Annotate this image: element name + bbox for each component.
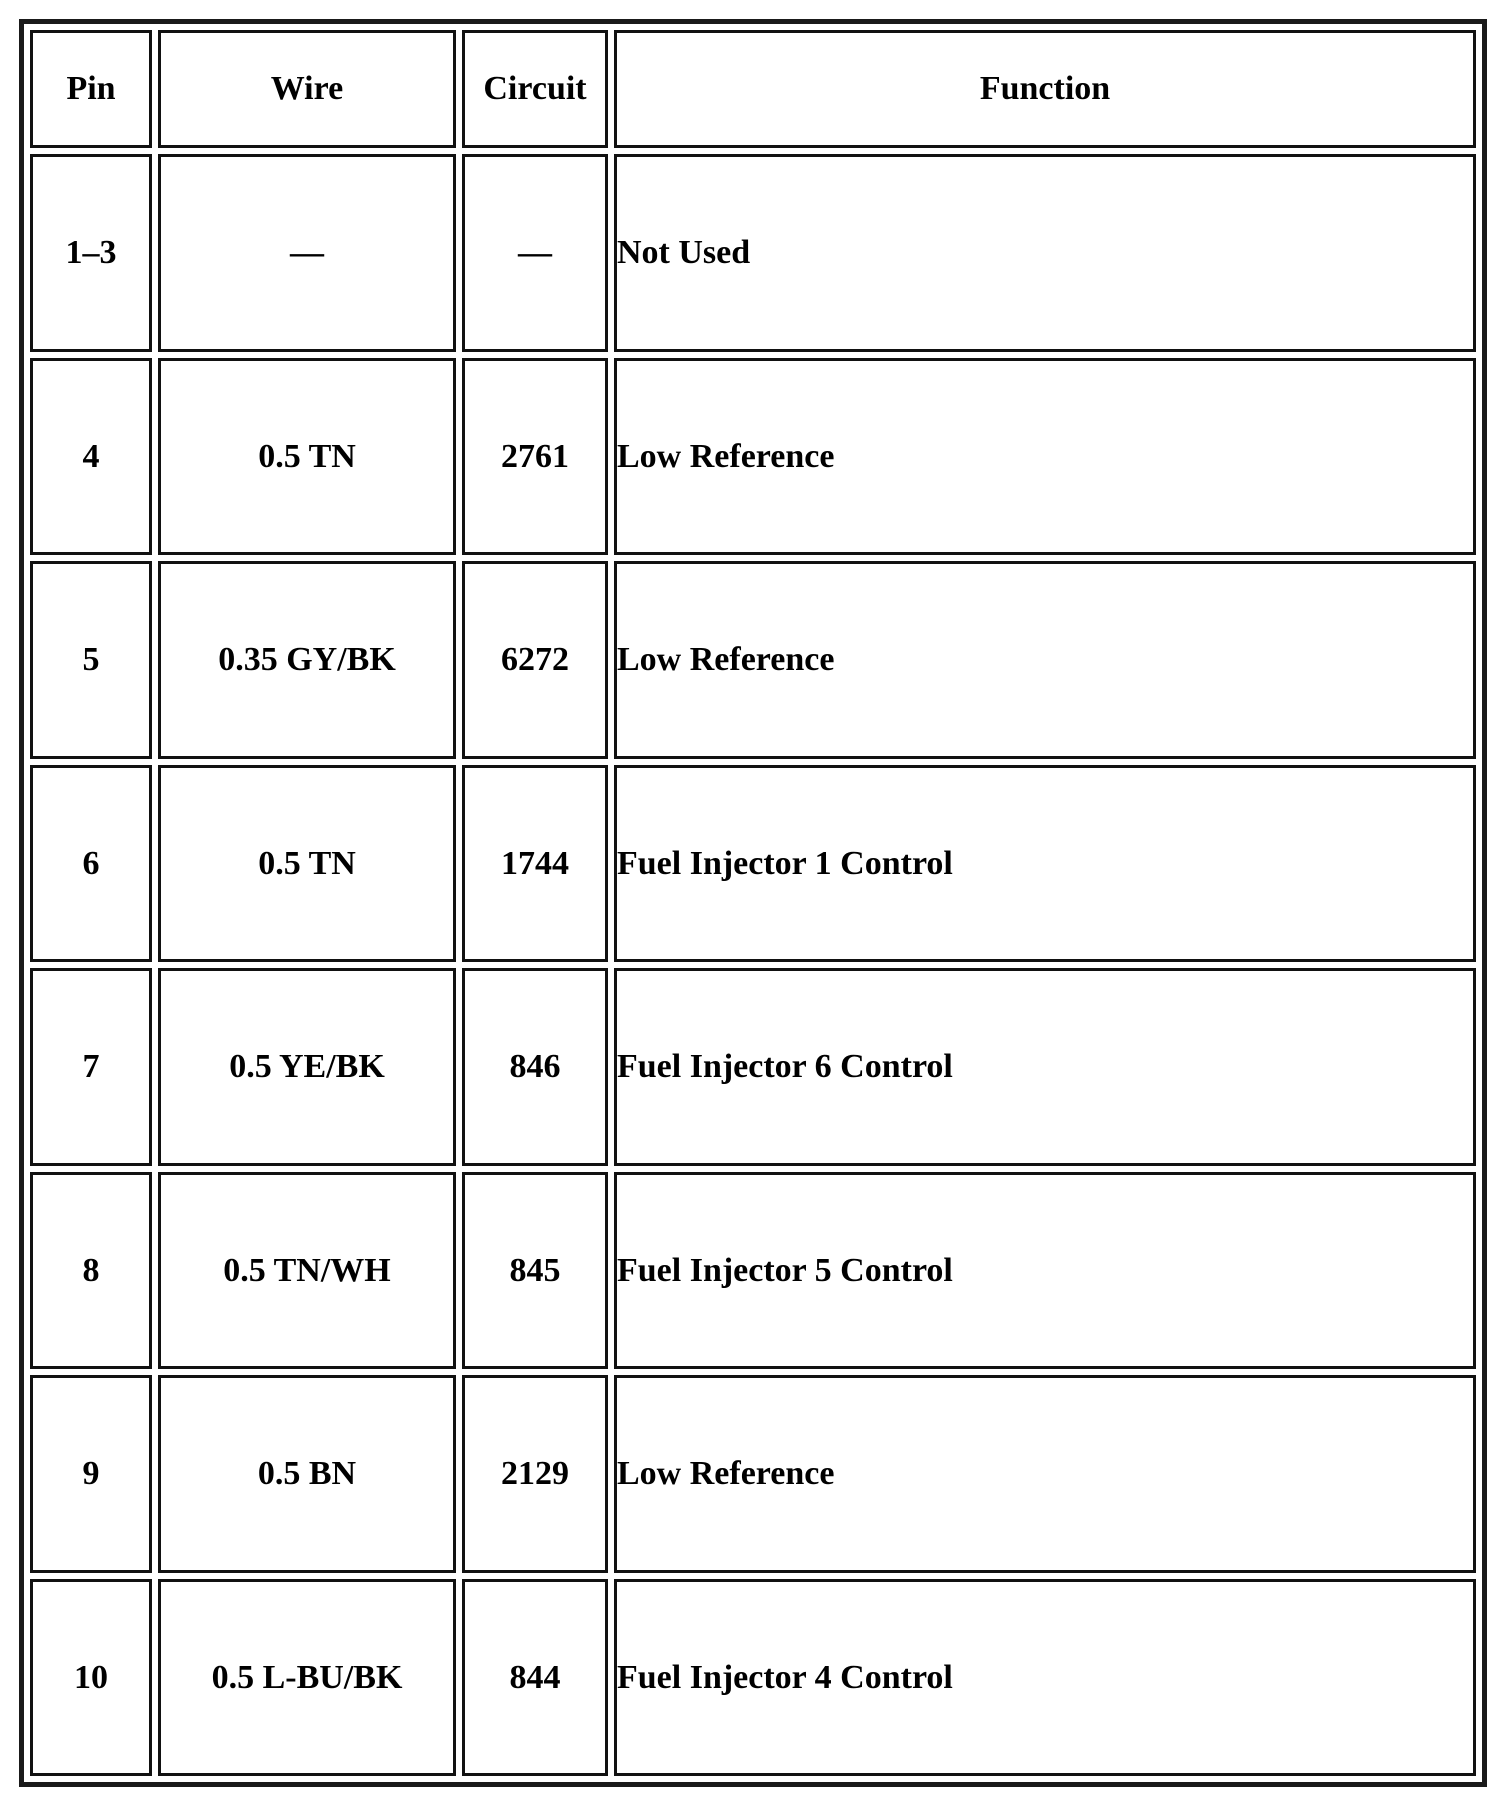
cell-wire: 0.5 YE/BK — [158, 968, 456, 1166]
cell-function: Fuel Injector 1 Control — [614, 765, 1476, 963]
table-row — [30, 1579, 1476, 1777]
cell-pin: 9 — [30, 1375, 152, 1573]
cell-circuit: 6272 — [462, 561, 608, 759]
cell-function: Low Reference — [614, 1375, 1476, 1573]
header-pin: Pin — [30, 30, 152, 148]
cell-pin: 5 — [30, 561, 152, 759]
cell-circuit: 1744 — [462, 765, 608, 963]
cell-pin: 4 — [30, 358, 152, 556]
header-function: Function — [614, 30, 1476, 148]
cell-wire: 0.5 TN — [158, 358, 456, 556]
cell-wire: 0.5 L-BU/BK — [158, 1579, 456, 1777]
table-row — [30, 1375, 1476, 1573]
header-row — [30, 30, 1476, 148]
cell-wire: 0.5 TN — [158, 765, 456, 963]
table-row — [30, 154, 1476, 352]
header-wire: Wire — [158, 30, 456, 148]
cell-wire: — — [158, 154, 456, 352]
cell-circuit: 2129 — [462, 1375, 608, 1573]
cell-circuit: 2761 — [462, 358, 608, 556]
cell-function: Fuel Injector 6 Control — [614, 968, 1476, 1166]
table-row — [30, 358, 1476, 556]
header-circuit: Circuit — [462, 30, 608, 148]
table-row — [30, 765, 1476, 963]
table-row — [30, 1172, 1476, 1370]
cell-circuit: 845 — [462, 1172, 608, 1370]
cell-function: Fuel Injector 5 Control — [614, 1172, 1476, 1370]
cell-circuit: — — [462, 154, 608, 352]
cell-function: Low Reference — [614, 561, 1476, 759]
cell-wire: 0.5 BN — [158, 1375, 456, 1573]
cell-pin: 10 — [30, 1579, 152, 1777]
cell-pin: 6 — [30, 765, 152, 963]
cell-circuit: 844 — [462, 1579, 608, 1777]
cell-wire: 0.5 TN/WH — [158, 1172, 456, 1370]
cell-function: Not Used — [614, 154, 1476, 352]
cell-pin: 7 — [30, 968, 152, 1166]
cell-function: Fuel Injector 4 Control — [614, 1579, 1476, 1777]
connector-pinout-table — [24, 24, 1482, 1782]
cell-function: Low Reference — [614, 358, 1476, 556]
table-row — [30, 968, 1476, 1166]
cell-wire: 0.35 GY/BK — [158, 561, 456, 759]
table-row — [30, 561, 1476, 759]
cell-pin: 1–3 — [30, 154, 152, 352]
connector-pinout-table-frame — [19, 19, 1487, 1787]
cell-circuit: 846 — [462, 968, 608, 1166]
cell-pin: 8 — [30, 1172, 152, 1370]
